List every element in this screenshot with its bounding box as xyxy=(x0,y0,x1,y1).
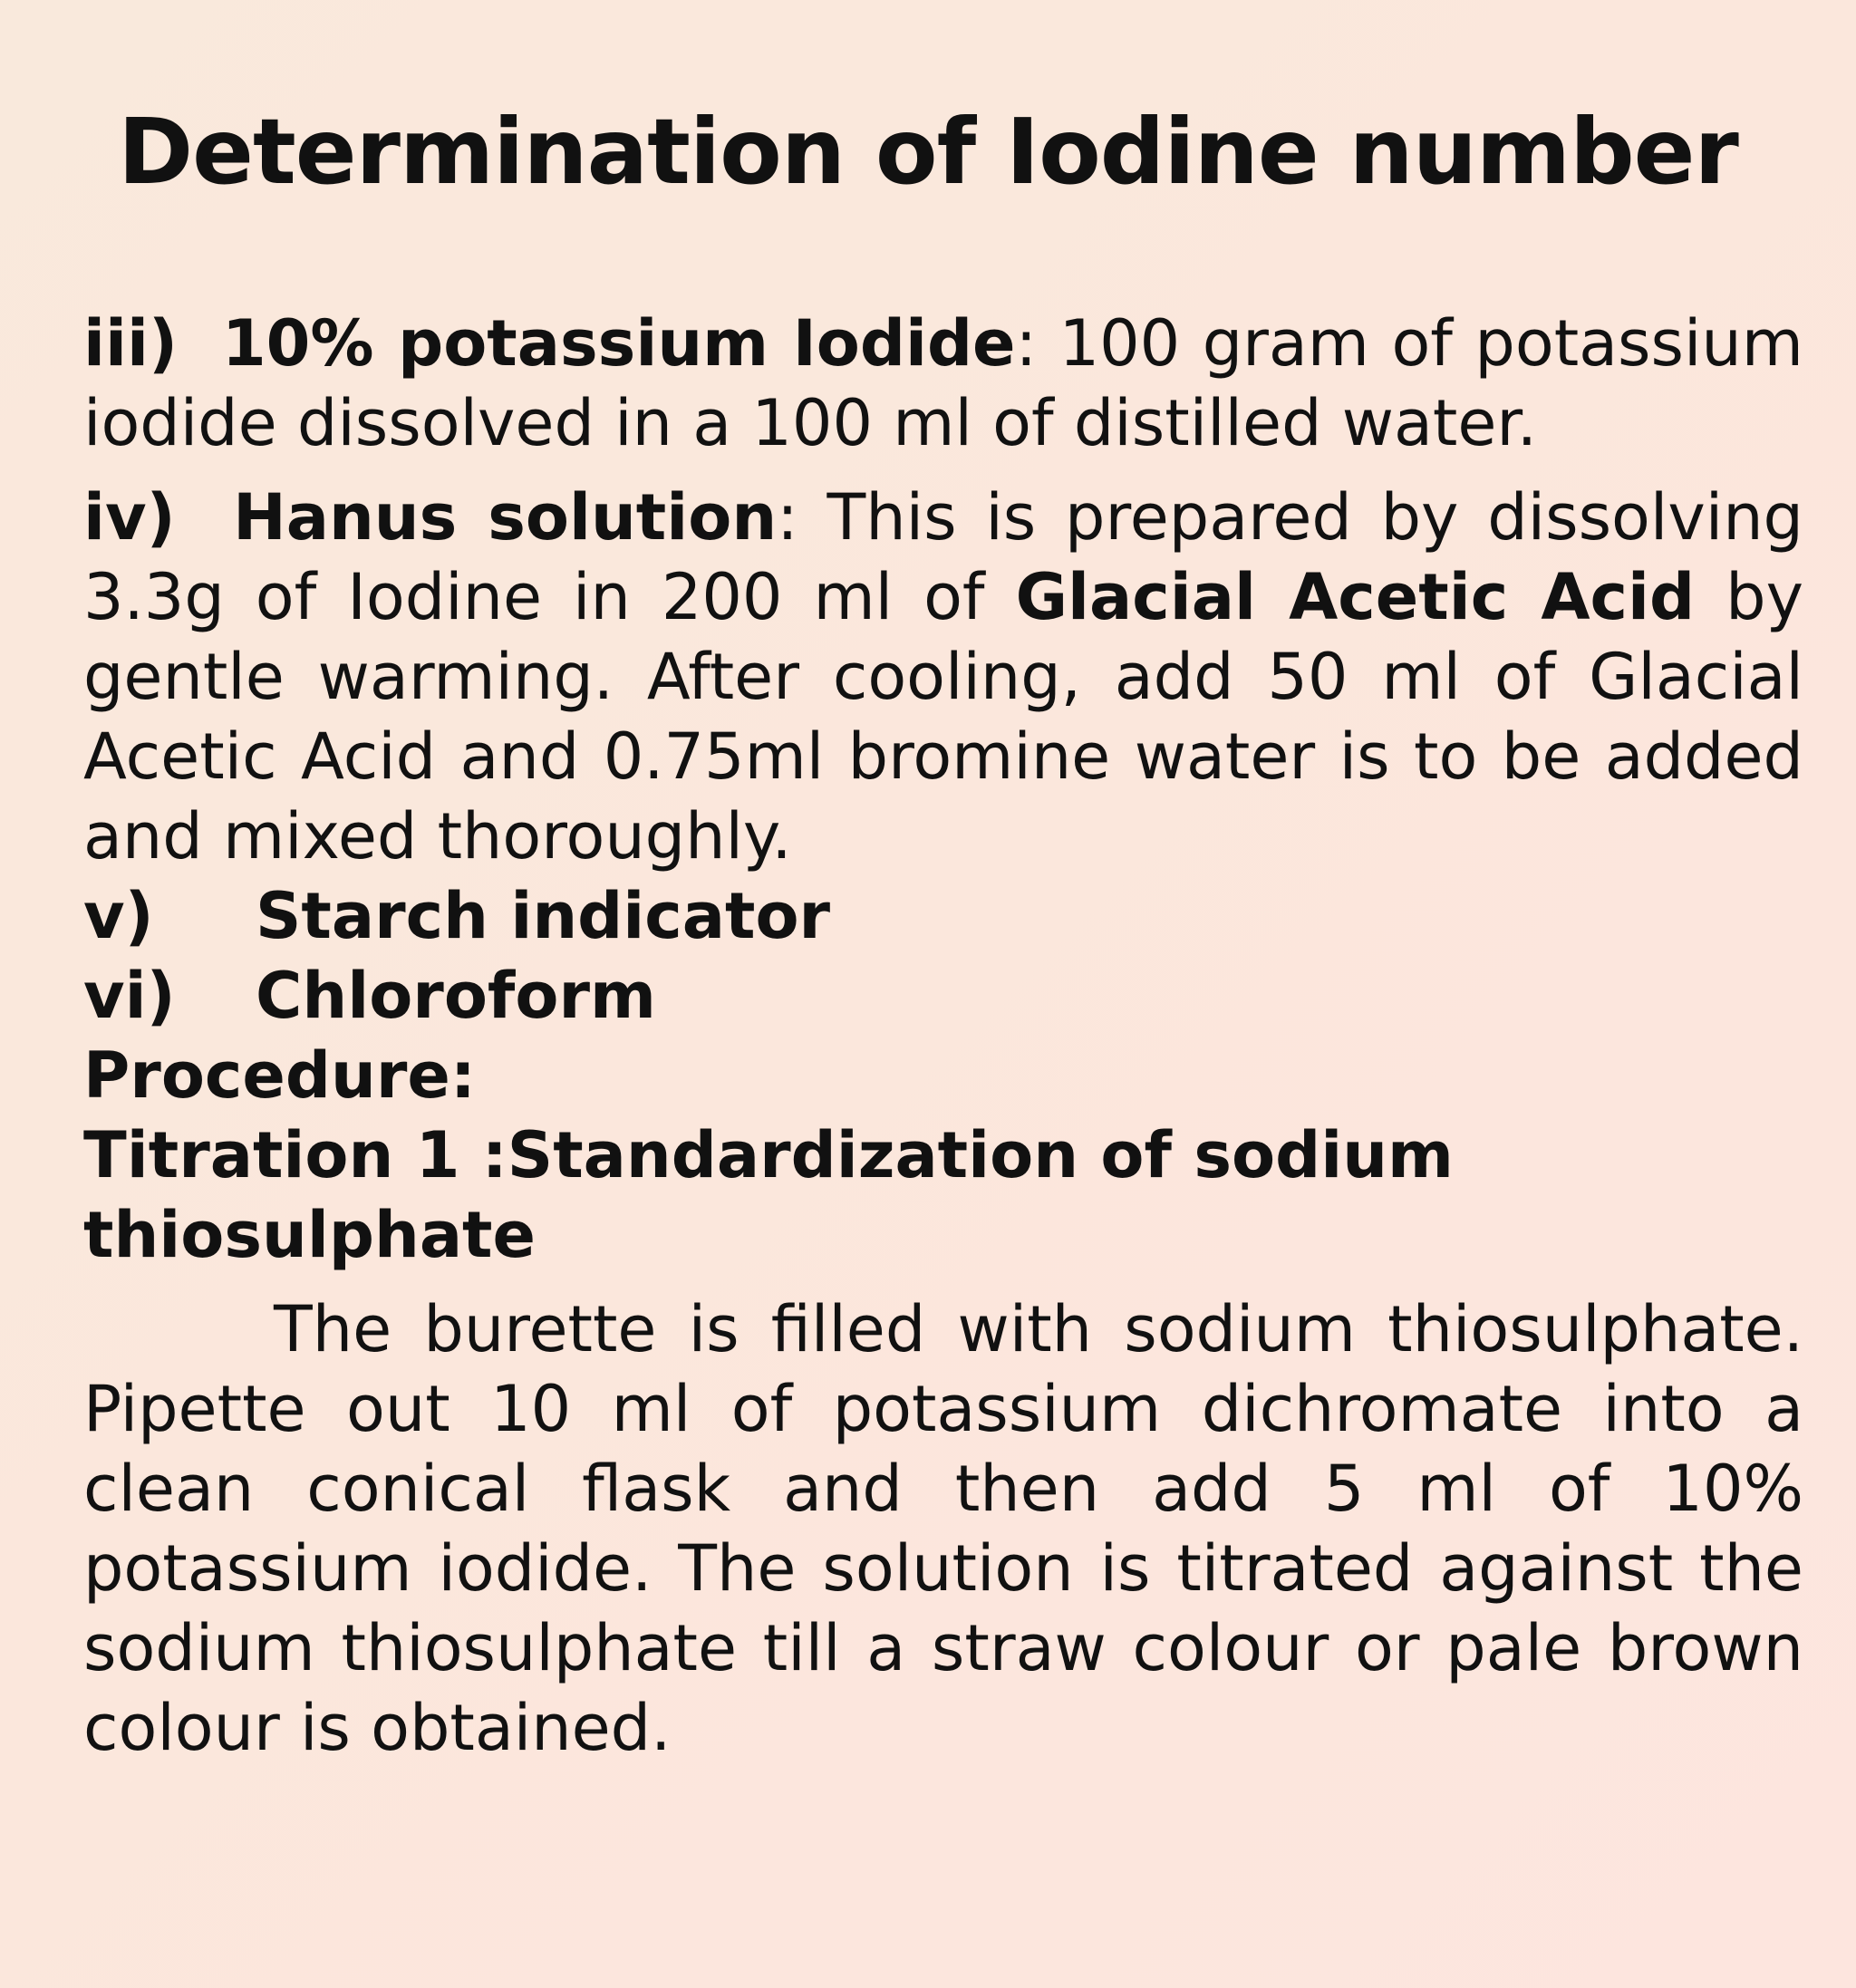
reagent-number: v) xyxy=(83,879,154,953)
reagent-separator: : xyxy=(777,480,798,555)
reagent-separator: : xyxy=(1015,306,1038,381)
reagent-description: 100 gram of potassium iodide dissolved in a 100 ml of distilled water. xyxy=(83,306,1803,460)
titration-paragraph-text: The burette is filled with sodium thiosulphate. Pipette out 10 ml of potassium dichromate into a clean conical flask and then add 5 ml of 10% potassium iodide. The solution is titrated against the sodium thiosulphate till a straw colour or pale brown colour is obtained. xyxy=(83,1292,1803,1765)
reagent-name: Chloroform xyxy=(256,959,656,1033)
reagent-name: Hanus solution xyxy=(233,480,778,555)
reagent-description: This is prepared by dissolving 3.3g of Iodine in 200 ml of xyxy=(83,480,1803,634)
reagent-name: 10% potassium Iodide xyxy=(221,306,1016,381)
titration-heading xyxy=(83,1115,1803,1275)
titration-heading-text: Titration 1 :Standardization of sodium thiosulphate xyxy=(83,1118,1454,1272)
reagent-item-v xyxy=(83,876,1803,956)
page-title: Determination of Iodine number xyxy=(118,99,1738,205)
slide-body xyxy=(83,304,1803,1768)
titration-paragraph xyxy=(83,1289,1803,1768)
procedure-heading-text: Procedure: xyxy=(83,1038,476,1113)
reagent-item-vi xyxy=(83,956,1803,1036)
reagent-number: iii) xyxy=(83,306,178,381)
reagent-description-continued: by gentle warming. After cooling, add 50 ml of Glacial Acetic Acid and 0.75ml bromine water is to be added and mixed thoroughly. xyxy=(83,560,1803,873)
reagent-item-iv xyxy=(83,478,1803,876)
reagent-item-iii xyxy=(83,304,1803,463)
reagent-number: vi) xyxy=(83,959,176,1033)
procedure-heading xyxy=(83,1036,1803,1115)
reagent-name: Starch indicator xyxy=(256,879,831,953)
reagent-emphasis: Glacial Acetic Acid xyxy=(1015,560,1696,634)
reagent-number: iv) xyxy=(83,480,176,555)
